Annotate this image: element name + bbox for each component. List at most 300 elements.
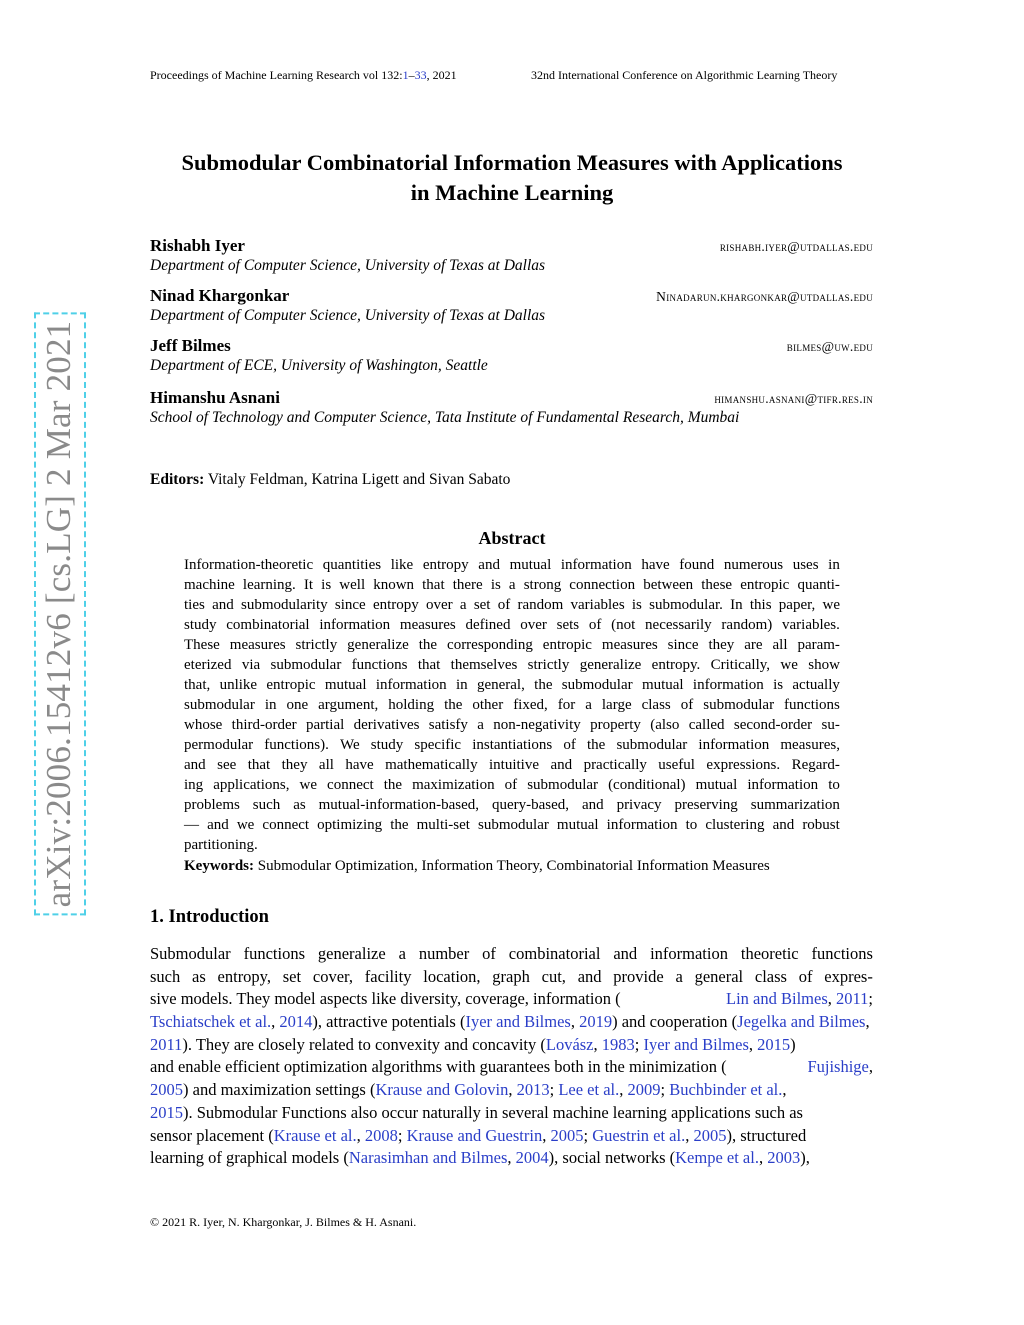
word: the (418, 637, 438, 653)
word: variables. (782, 617, 840, 633)
citation-link[interactable]: Krause et al. (273, 1125, 357, 1145)
word: fixed, (513, 697, 548, 713)
intro-line: and enable efficient optimization algorithms with guarantees both in the minimization ( Fujishige, (150, 1056, 873, 1079)
word: the (586, 737, 606, 753)
word: robust (802, 817, 840, 833)
author-affiliation: Department of Computer Science, University of Texas at Dallas (150, 307, 546, 324)
word: general (694, 966, 744, 986)
author-email: himanshu.asnani@tifr.res.in (714, 391, 873, 406)
intro-line: Tschiatschek et al., 2014), attractive potentials (Iyer and Bilmes, 2019) and cooperation (Jegelka and Bilmes, (150, 1012, 870, 1032)
section-heading-introduction: 1. Introduction (150, 907, 269, 927)
word: they (708, 637, 735, 653)
word: such (252, 797, 281, 813)
word: third-order (231, 717, 297, 733)
citation-year-link[interactable]: 2014 (279, 1012, 313, 1032)
word: to (828, 777, 840, 793)
intro-text: ). Submodular Functions also occur naturally in several machine learning applications such as (183, 1102, 803, 1122)
word: provide (613, 966, 664, 986)
word: have (345, 757, 374, 773)
citation-link[interactable]: Lin and Bilmes (726, 989, 828, 1009)
author-name: Jeff Bilmes (150, 336, 231, 355)
keywords-label: Keywords: (184, 858, 254, 874)
word: we (236, 817, 255, 833)
intro-text: ). They are closely related to convexity and concavity ( (182, 1034, 546, 1054)
intro-line: learning of graphical models (Narasimhan and Bilmes, 2004), social networks (Kempe et al., 2003), (150, 1147, 873, 1170)
word: information (606, 817, 678, 833)
paper-title (100, 148, 924, 208)
word: themselves (450, 657, 518, 673)
word: property (590, 717, 641, 733)
word: and (207, 817, 229, 833)
word: measures, (780, 737, 840, 753)
word: machine (184, 577, 235, 593)
citation-link[interactable]: Guestrin et al. (592, 1125, 686, 1145)
word: entropy, (217, 966, 271, 986)
word: of (504, 777, 518, 793)
word: to (685, 817, 698, 833)
word: a (398, 944, 406, 963)
word: whose (184, 717, 223, 733)
word: we (299, 777, 317, 793)
author-block (150, 286, 873, 325)
intro-text: ), (800, 1148, 810, 1168)
word: functions). (264, 737, 329, 753)
word: random) (721, 617, 773, 633)
copyright-footer: © 2021 R. Iyer, N. Khargonkar, J. Bilmes & H. Asnani. (150, 1215, 417, 1229)
word: this (749, 597, 772, 613)
citation-year-link[interactable]: 2015 (150, 1102, 183, 1122)
keywords-line (184, 858, 770, 875)
page-end-link[interactable]: 33 (414, 68, 427, 82)
author-name: Rishabh Iyer (150, 236, 245, 255)
word: mutual (509, 557, 552, 573)
word: generalize (347, 637, 409, 653)
word: and (577, 966, 602, 986)
word: learning. (242, 577, 296, 593)
word: the (383, 777, 403, 793)
word: have (641, 557, 670, 573)
author-block (150, 388, 873, 427)
word: location, (423, 966, 481, 986)
word: numerous (723, 557, 784, 573)
editors-line (150, 471, 510, 489)
word: practically (583, 757, 647, 773)
word: information (375, 677, 447, 693)
word: of (497, 597, 511, 613)
word: a (477, 717, 484, 733)
word: set (282, 966, 302, 986)
word: large (601, 697, 632, 713)
word: quantities (322, 557, 382, 573)
word: entropic (740, 577, 790, 593)
word: a (508, 577, 516, 593)
word: found (679, 557, 715, 573)
word: satisfy (428, 717, 468, 733)
word: a (675, 966, 683, 986)
word: quanti- (797, 577, 840, 593)
word: problems (184, 797, 240, 813)
word: submodularity (240, 597, 328, 613)
word: entropy (422, 557, 469, 573)
word: functions (784, 697, 840, 713)
word: defined (465, 617, 511, 633)
word: in (828, 557, 840, 573)
word: as (293, 797, 306, 813)
word: measures (399, 617, 456, 633)
word: show (808, 657, 840, 673)
word: theoretic (740, 944, 799, 963)
word: eterized (184, 657, 232, 673)
arxiv-identifier-stamp[interactable]: arXiv:2006.15412v6 [cs.LG] 2 Mar 2021 (34, 313, 86, 916)
citation-link[interactable]: Krause and Guestrin (406, 1125, 543, 1145)
word: information (692, 677, 764, 693)
word: in (264, 697, 277, 713)
abstract-line (184, 695, 840, 715)
abstract-body (184, 555, 840, 855)
word: maximization (412, 777, 495, 793)
abstract-line (184, 755, 840, 775)
introduction-paragraph (150, 943, 873, 1170)
word: that (247, 757, 271, 773)
word: generalize (579, 657, 642, 673)
word: (also (650, 717, 680, 733)
author-email: bilmes@uw.edu (786, 339, 873, 354)
word: combinatorial (226, 617, 310, 633)
word: Information-theoretic (184, 557, 314, 573)
word: information (650, 944, 728, 963)
intro-line (150, 943, 873, 966)
word: paper, (778, 597, 816, 613)
abstract-line (184, 555, 840, 575)
intro-line: sensor placement (Krause et al., 2008; Krause and Guestrin, 2005; Guestrin et al., 2005), structured (150, 1125, 873, 1148)
word: It (303, 577, 314, 593)
word: instantiations (472, 737, 553, 753)
word: we (822, 597, 840, 613)
intro-text: and enable efficient optimization algorithms with guarantees both in the minimization ( (150, 1057, 727, 1077)
word: clustering (705, 817, 765, 833)
word: permodular (184, 737, 254, 753)
word: cut, (541, 966, 566, 986)
word: expressions. (706, 757, 781, 773)
word: submodular (478, 817, 549, 833)
word: submodular (527, 777, 599, 793)
citation-year-link[interactable]: 2009 (627, 1080, 661, 1100)
word: well (339, 577, 366, 593)
word: is (631, 597, 642, 613)
word: a (585, 697, 592, 713)
word: such (150, 966, 181, 986)
word: and (772, 817, 795, 833)
word: all (772, 637, 788, 653)
word: strictly (527, 657, 570, 673)
intro-text: ) and maximization settings ( (183, 1080, 376, 1100)
word: functions (243, 944, 305, 963)
page-start-link[interactable]: 1 (402, 68, 409, 82)
word: expres- (824, 966, 873, 986)
citation-year-link[interactable]: 2011 (150, 1034, 183, 1054)
word: via (241, 657, 261, 673)
abstract-last-line: partitioning. (184, 837, 258, 853)
word: sets (556, 617, 580, 633)
word: we (780, 657, 798, 673)
citation-link[interactable]: Lovász (545, 1034, 594, 1054)
word: of (588, 617, 602, 633)
word: submodular. (649, 597, 723, 613)
intro-text: sive models. They model aspects like diversity, coverage, information ( (150, 989, 621, 1009)
word: and (212, 597, 234, 613)
page-range-separator: – (408, 68, 415, 82)
word: entropic (542, 637, 592, 653)
word: entropy (372, 597, 419, 613)
word: measures (229, 637, 286, 653)
word: submodular (703, 697, 775, 713)
abstract-line (184, 595, 840, 615)
word: mutual (641, 677, 684, 693)
intro-text: ) and cooperation ( (612, 1012, 738, 1032)
intro-text: ), structured (726, 1125, 807, 1145)
word: generalize (317, 944, 386, 963)
word: facility (364, 966, 412, 986)
word: Critically, (710, 657, 771, 673)
header-year: , 2021 (426, 68, 457, 82)
word: all (318, 757, 334, 773)
word: connect (327, 777, 374, 793)
word: connect (262, 817, 310, 833)
word: partial (305, 717, 345, 733)
word: study (370, 737, 404, 753)
word: over (426, 597, 453, 613)
author-email: Ninadarun.khargonkar@utdallas.edu (656, 289, 873, 304)
word: specific (414, 737, 462, 753)
abstract-line (184, 575, 840, 595)
word: applications, (213, 777, 290, 793)
word: of (680, 697, 694, 713)
intro-line: 2005) and maximization settings (Krause and Golovin, 2013; Lee et al., 2009; Buchbinder et al., (150, 1079, 873, 1102)
citation-link[interactable]: Iyer and Bilmes (643, 1034, 749, 1054)
word: between (643, 577, 694, 593)
word: variables (570, 597, 625, 613)
word: known (373, 577, 415, 593)
abstract-line (184, 675, 840, 695)
abstract-heading: Abstract (478, 528, 546, 548)
word: is (773, 677, 784, 693)
word: submodular (270, 657, 342, 673)
word: functions (351, 657, 408, 673)
citation-year-link[interactable]: 2003 (767, 1148, 801, 1168)
word: that, (184, 677, 211, 693)
word: that (417, 657, 441, 673)
word: entropic (266, 677, 316, 693)
word: over (520, 617, 547, 633)
word: study (184, 617, 217, 633)
word: number (418, 944, 470, 963)
word: ties (184, 597, 205, 613)
word: class (754, 966, 787, 986)
word: other (472, 697, 504, 713)
word: called (688, 717, 725, 733)
citation-link[interactable]: Jegelka and Bilmes (737, 1012, 866, 1032)
word: and (581, 797, 604, 813)
header-proceedings: Proceedings of Machine Learning Research vol 132: (150, 68, 403, 82)
word: set (473, 597, 491, 613)
word: since (334, 597, 366, 613)
abstract-line (184, 815, 840, 835)
word: holding (388, 697, 435, 713)
word: a (459, 597, 467, 613)
word: mathematically (385, 757, 478, 773)
word: — (184, 817, 199, 833)
citation-link[interactable]: Tschiatschek et al. (150, 1012, 272, 1032)
citation-link[interactable]: Iyer and Bilmes (465, 1012, 571, 1032)
citation-link[interactable]: Narasimhan and Bilmes (348, 1148, 508, 1168)
word: submodular (616, 737, 688, 753)
intro-line (150, 966, 873, 989)
word: unlike (219, 677, 258, 693)
intro-line (150, 1102, 873, 1125)
abstract-line (184, 615, 840, 635)
word: Regard- (791, 757, 840, 773)
word: submodular (184, 697, 255, 713)
word: of (482, 944, 496, 963)
intro-line: sive models. They model aspects like diversity, coverage, information ( Lin and Bilmes, 2011; (150, 988, 873, 1011)
citation-year-link[interactable]: 2005 (693, 1125, 727, 1145)
word: mutual-information-based, (318, 797, 480, 813)
abstract-line (184, 635, 840, 655)
word: see (217, 757, 237, 773)
citation-year-link[interactable]: 2005 (150, 1080, 183, 1100)
word: These (184, 637, 220, 653)
word: param- (797, 637, 840, 653)
word: corresponding (447, 637, 533, 653)
word: and (478, 557, 500, 573)
word: the (444, 697, 463, 713)
word: of (563, 737, 576, 753)
intro-line: 2011). They are closely related to convexity and concavity (Lovász, 1983; Iyer and Bilmes, 2015) (150, 1034, 873, 1057)
word: for (557, 697, 576, 713)
abstract-line (184, 655, 840, 675)
citation-link[interactable]: Fujishige (807, 1057, 869, 1077)
word: class (641, 697, 671, 713)
abstract-line (184, 715, 840, 735)
citation-year-link[interactable]: 2019 (579, 1012, 613, 1032)
running-header-right: 32nd International Conference on Algorithmic Learning Theory (531, 68, 838, 82)
word: graph (492, 966, 530, 986)
word: one (286, 697, 309, 713)
word: strong (523, 577, 562, 593)
citation-year-link[interactable]: 2008 (364, 1125, 398, 1145)
word: (not (611, 617, 636, 633)
word: mutual (556, 817, 599, 833)
word: like (390, 557, 414, 573)
word: derivatives (353, 717, 420, 733)
citation-link[interactable]: Lee et al. (558, 1080, 620, 1100)
word: they (281, 757, 308, 773)
abstract-line (184, 775, 840, 795)
word: actually (792, 677, 840, 693)
word: su- (821, 717, 840, 733)
word: strictly (295, 637, 338, 653)
word: information (319, 617, 391, 633)
keywords-list: Submodular Optimization, Information Theory, Combinatorial Information Measures (254, 858, 770, 874)
author-block (150, 336, 873, 375)
abstract-line (184, 735, 840, 755)
word: there (452, 577, 483, 593)
word: are (744, 637, 763, 653)
word: that (422, 577, 445, 593)
word: and (184, 757, 206, 773)
author-block (150, 236, 873, 275)
word: the (534, 677, 553, 693)
word: the (390, 817, 409, 833)
author-affiliation: Department of ECE, University of Washington, Seattle (150, 357, 488, 374)
citation-year-link[interactable]: 1983 (601, 1034, 635, 1054)
word: random (517, 597, 564, 613)
word: measures (601, 637, 658, 653)
word: mutual (695, 777, 738, 793)
editors-names: Vitaly Feldman, Katrina Ligett and Sivan Sabato (204, 471, 511, 488)
word: in (455, 677, 468, 693)
author-name: Ninad Khargonkar (150, 286, 290, 305)
citation-year-link[interactable]: 2013 (516, 1080, 550, 1100)
word: mutual (324, 677, 367, 693)
editors-label: Editors: (150, 471, 205, 488)
word: intuitive (489, 757, 540, 773)
word: cover, (312, 966, 353, 986)
author-affiliation: Department of Computer Science, University of Texas at Dallas (150, 257, 546, 274)
title-line-2: in Machine Learning (410, 180, 614, 205)
citation-link[interactable]: Buchbinder et al. (669, 1080, 783, 1100)
word: multi-set (416, 817, 470, 833)
word: as (192, 966, 206, 986)
title-line-1: Submodular Combinatorial Information Measures with Applications (181, 150, 843, 175)
word: Submodular (150, 944, 231, 963)
word: information (560, 557, 632, 573)
word: summarization (750, 797, 840, 813)
intro-text: learning of graphical models ( (150, 1148, 349, 1168)
word: functions (811, 944, 873, 963)
citation-year-link[interactable]: 2004 (515, 1148, 549, 1168)
word: privacy (616, 797, 662, 813)
word: second-order (733, 717, 813, 733)
word: general, (476, 677, 525, 693)
word: of (798, 966, 813, 986)
word: is (321, 577, 332, 593)
word: In (730, 597, 743, 613)
author-affiliation: School of Technology and Computer Science, Tata Institute of Fundamental Research, Mumbai (150, 409, 740, 426)
citation-year-link[interactable]: 2015 (757, 1034, 791, 1054)
citation-year-link[interactable]: 2005 (550, 1125, 584, 1145)
word: entropy. (651, 657, 701, 673)
author-email: rishabh.iyer@utdallas.edu (719, 239, 873, 254)
word: information (698, 737, 770, 753)
citation-link[interactable]: Kempe et al. (675, 1148, 759, 1168)
word: useful (658, 757, 695, 773)
word: query-based, (491, 797, 570, 813)
author-name: Himanshu Asnani (150, 388, 280, 407)
word: submodular (561, 677, 633, 693)
word: necessarily (645, 617, 712, 633)
word: ing (184, 777, 204, 793)
word: We (340, 737, 360, 753)
word: (conditional) (608, 777, 686, 793)
citation-link[interactable]: Krause and Golovin (375, 1080, 509, 1100)
word: and (550, 757, 573, 773)
abstract-line (184, 795, 840, 815)
word: non-negativity (493, 717, 581, 733)
word: information (747, 777, 819, 793)
word: uses (792, 557, 819, 573)
citation-year-link[interactable]: 2011 (836, 989, 869, 1009)
